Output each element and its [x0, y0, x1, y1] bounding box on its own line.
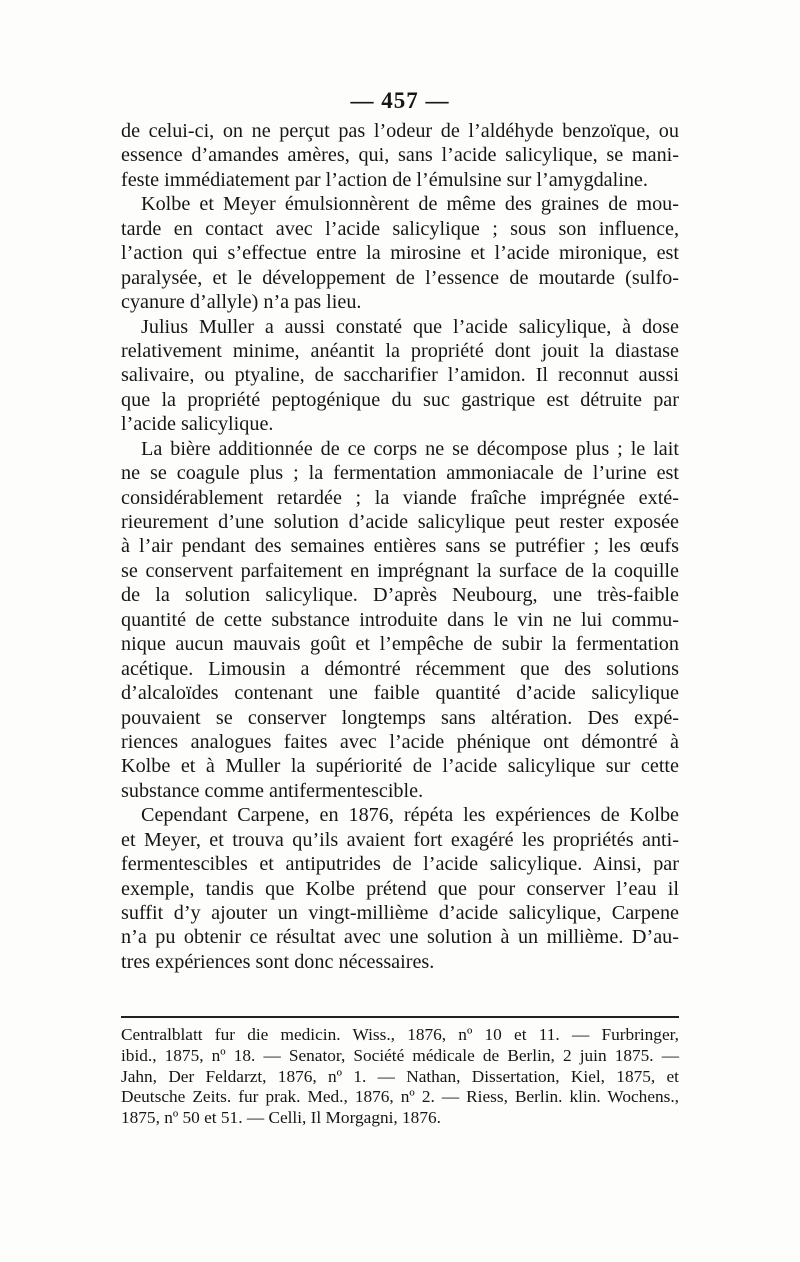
footnote-line: Jahn, Der Feldarzt, 1876, nº 1. — Nathan, Dissertation, Kiel, 1875, et	[121, 1066, 679, 1086]
text-line: paralysée, et le développement de l’essence de moutarde (sulfo-	[121, 266, 679, 289]
footnote-line: ibid., 1875, nº 18. — Senator, Société médicale de Berlin, 2 juin 1875. —	[121, 1045, 679, 1065]
text-line: quantité de cette substance introduite dans le vin ne lui commu-	[121, 608, 679, 631]
text-line: que la propriété peptogénique du suc gastrique est détruite par	[121, 388, 679, 411]
footnote-line: Centralblatt fur die medicin. Wiss., 1876, nº 10 et 11. — Furbringer,	[121, 1025, 679, 1044]
text-line: La bière additionnée de ce corps ne se décompose plus ; le lait	[141, 437, 679, 460]
footnote-line: 1875, nº 50 et 51. — Celli, Il Morgagni, 1876.	[121, 1108, 441, 1128]
text-line: et Meyer, et trouva qu’ils avaient fort exagéré les propriétés anti-	[121, 828, 679, 851]
text-line: tarde en contact avec l’acide salicylique ; sous son influence,	[121, 217, 679, 240]
text-line: substance comme antifermentescible.	[121, 779, 424, 802]
text-line: de la solution salicylique. D’après Neubourg, une très-faible	[121, 584, 679, 607]
text-line: Cependant Carpene, en 1876, répéta les expériences de Kolbe	[141, 804, 679, 827]
text-line: pouvaient se conserver longtemps sans altération. Des expé-	[121, 706, 679, 729]
text-line: essence d’amandes amères, qui, sans l’acide salicylique, se mani-	[121, 144, 679, 167]
text-line: se conservent parfaitement en imprégnant la surface de la coquille	[121, 559, 679, 582]
text-line: rieurement d’une solution d’acide salicylique peut rester exposée	[121, 511, 679, 533]
text-line: à l’air pendant des semaines entières sans se putréfier ; les œufs	[121, 535, 679, 558]
footnote	[121, 1025, 679, 1129]
text-line: d’alcaloïdes contenant une faible quantité d’acide salicylique	[121, 682, 679, 705]
text-line: salivaire, ou ptyaline, de saccharifier l’amidon. Il reconnut aussi	[121, 364, 679, 387]
text-line: de celui-ci, on ne perçut pas l’odeur de l’aldéhyde benzoïque, ou	[121, 120, 679, 142]
text-line: Kolbe et à Muller la supériorité de l’acide salicylique sur cette	[121, 755, 679, 778]
text-line: nique aucun mauvais goût et l’empêche de subir la fermentation	[121, 633, 679, 656]
text-line: fermentescibles et antiputrides de l’acide salicylique. Ainsi, par	[121, 853, 679, 876]
text-line: acétique. Limousin a démontré récemment que des solutions	[121, 657, 679, 680]
text-line: feste immédiatement par l’action de l’émulsine sur l’amygdaline.	[121, 168, 648, 191]
text-line: ne se coagule plus ; la fermentation ammoniacale de l’urine est	[121, 462, 679, 485]
text-line: riences analogues faites avec l’acide phénique ont démontré à	[121, 730, 679, 753]
text-line: exemple, tandis que Kolbe prétend que pour conserver l’eau il	[121, 877, 679, 900]
text-line: l’action qui s’effectue entre la mirosine et l’acide mironique, est	[121, 242, 679, 265]
text-line: suffit d’y ajouter un vingt-millième d’acide salicylique, Carpene	[121, 902, 679, 924]
text-line: Kolbe et Meyer émulsionnèrent de même des graines de mou-	[141, 193, 679, 216]
footnote-line: Deutsche Zeits. fur prak. Med., 1876, nº 2. — Riess, Berlin. klin. Wochens.,	[121, 1087, 679, 1107]
text-line: l’acide salicylique.	[121, 413, 274, 436]
footnote-rule	[121, 1016, 679, 1018]
text-line: cyanure d’allyle) n’a pas lieu.	[121, 291, 362, 314]
text-line: Julius Muller a aussi constaté que l’acide salicylique, à dose	[141, 315, 679, 338]
text-line: relativement minime, anéantit la propriété dont jouit la diastase	[121, 339, 679, 362]
page-number: — 457 —	[350, 88, 450, 113]
text-line: tres expériences sont donc nécessaires.	[121, 950, 435, 973]
text-line: n’a pu obtenir ce résultat avec une solution à un millième. D’au-	[121, 926, 679, 949]
text-line: considérablement retardée ; la viande fraîche imprégnée exté-	[121, 486, 679, 509]
body-text	[121, 119, 679, 974]
